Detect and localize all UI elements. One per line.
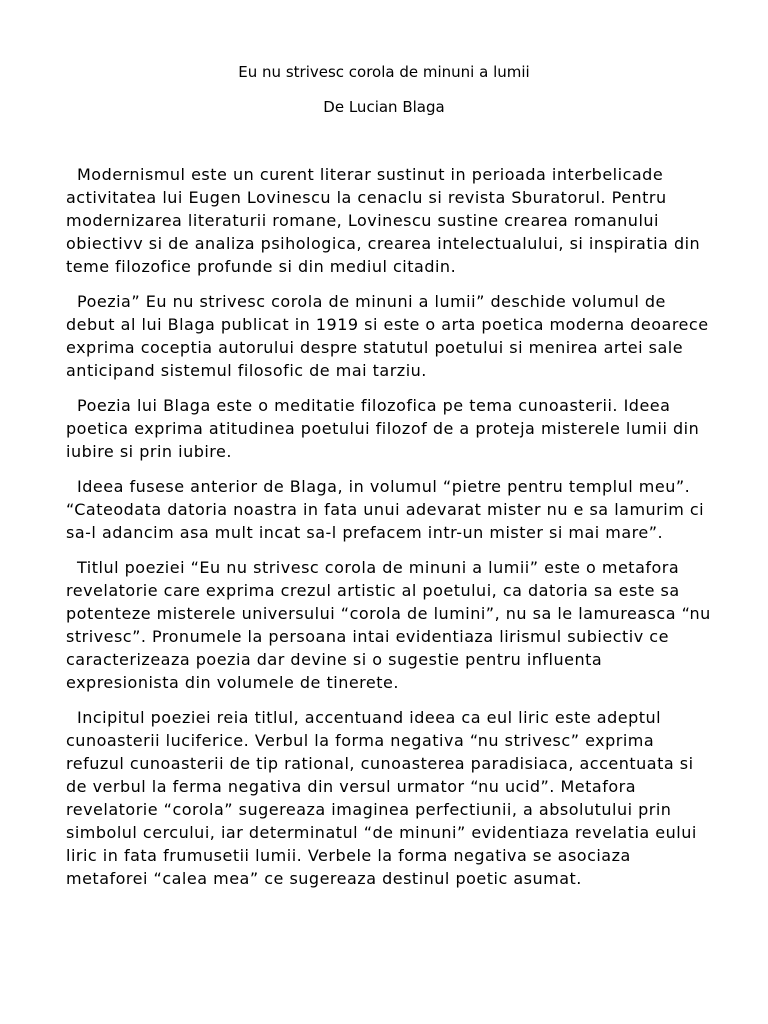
paragraph-1: Modernismul este un curent literar sustinut in perioada interbelicade activitatea lui Eugen Lovinescu la cenaclu si revista Sburatorul. Pentru modernizarea literaturii romane, Lovinescu sustine crearea romanului obiectivv si de analiza psihologica, crearea intelectualului, si inspiratia din teme filozofice profunde si din mediul citadin.: [66, 165, 701, 276]
paragraph-6: Incipitul poeziei reia titlul, accentuand ideea ca eul liric este adeptul cunoasterii luciferice. Verbul la forma negativa “nu strivesc” exprima refuzul cunoasterii de tip rational, cunoasterea paradisiaca, accentuata si de verbul la ferma negativa din versul urmator “nu ucid”. Metafora revelatorie “corola” sugereaza imaginea perfectiunii, a absolutului prin simbolul cercului, iar determinatul “de minuni” evidentiaza revelatia eului liric in fata frumusetii lumii. Verbele la forma negativa se asociaza metaforei “calea mea” ce sugereaza destinul poetic asumat.: [66, 708, 697, 888]
document-body: [66, 163, 716, 902]
paragraph-3: Poezia lui Blaga este o meditatie filozofica pe tema cunoasterii. Ideea poetica exprima atitudinea poetului filozof de a proteja misterele lumii din iubire si prin iubire.: [66, 396, 700, 461]
paragraph-4: Ideea fusese anterior de Blaga, in volumul “pietre pentru templul meu”. “Cateodata datoria noastra in fata unui adevarat mister nu e sa lamurim ci sa-l adancim asa mult incat sa-l prefacem intr-un mister si mai mare”.: [66, 477, 705, 542]
paragraph-5: Titlul poeziei “Eu nu strivesc corola de minuni a lumii” este o metafora revelatorie care exprima crezul artistic al poetului, ca datoria sa este sa potenteze misterele universului “corola de lumini”, nu sa le lamureasca “nu strivesc”. Pronumele la persoana intai evidentiaza lirismul subiectiv ce caracterizeaza poezia dar devine si o sugestie pentru influenta expresionista din volumele de tinerete.: [66, 558, 711, 692]
document-title: Eu nu strivesc corola de minuni a lumii: [238, 63, 530, 81]
paragraph-2: Poezia” Eu nu strivesc corola de minuni a lumii” deschide volumul de debut al lui Blaga publicat in 1919 si este o arta poetica moderna deoarece exprima coceptia autorului despre statutul poetului si menirea artei sale anticipand sistemul filosofic de mai tarziu.: [66, 292, 709, 380]
document-author: De Lucian Blaga: [323, 98, 445, 116]
